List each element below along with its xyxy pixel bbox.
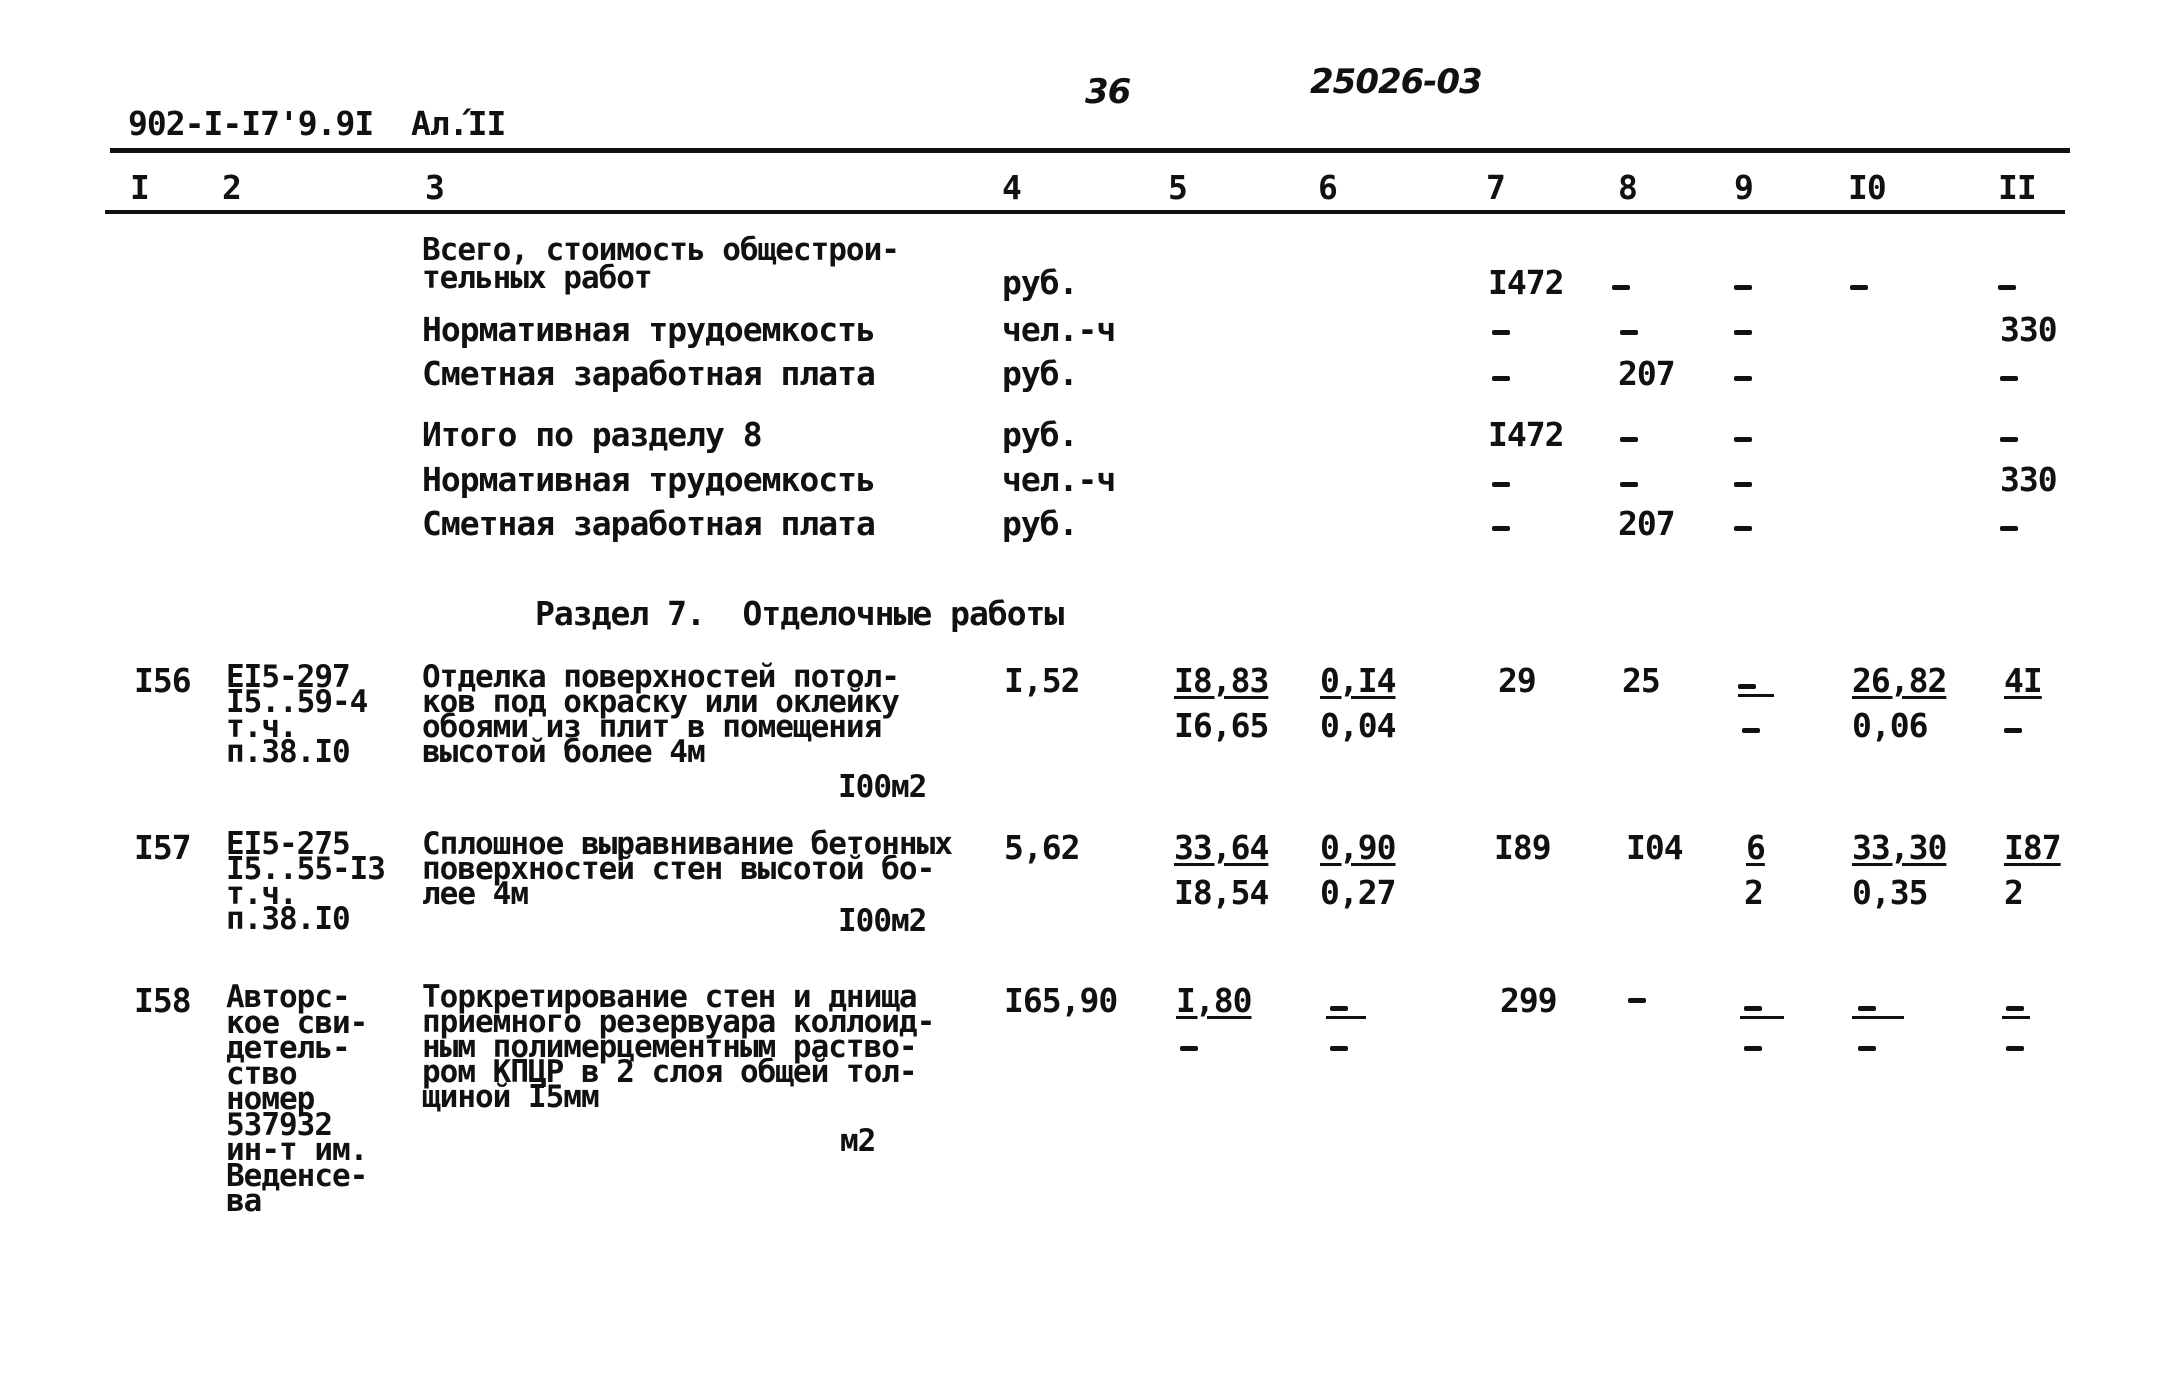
dash-mark [1492, 482, 1510, 487]
total-value: 330 [2000, 460, 2057, 499]
column-header: 6 [1318, 168, 1337, 207]
dash-mark [1180, 1046, 1198, 1051]
dash-mark [1620, 330, 1638, 335]
total-value: I472 [1488, 263, 1564, 302]
quantity: I65,90 [1004, 981, 1118, 1020]
dash-mark [1620, 437, 1638, 442]
dash-mark [1850, 285, 1868, 290]
dash-mark [2006, 1006, 2024, 1011]
section-title: Раздел 7. Отделочные работы [535, 594, 1064, 633]
unit-cost-wages: I8,54 [1174, 873, 1269, 912]
column-header: 8 [1618, 168, 1637, 207]
total-unit: руб. [1002, 354, 1078, 393]
row-number: I58 [134, 981, 191, 1020]
fraction-line [1326, 1016, 1366, 1019]
labor-machine: 0,35 [1852, 873, 1928, 912]
column-header: 2 [222, 168, 241, 207]
column-header: 4 [1002, 168, 1021, 207]
dash-mark [1628, 998, 1646, 1003]
dash-mark [1492, 330, 1510, 335]
machine-wages: 0,04 [1320, 706, 1396, 745]
dash-mark [1744, 1006, 1762, 1011]
work-description: Сплошное выравнивание бетонных поверхностей стен высотой бо- лее 4м [422, 826, 952, 912]
norm-code: ЕI5-297 I5..59-4 т.ч. п.38.I0 [226, 659, 368, 770]
total-label: Сметная заработная плата [422, 504, 875, 543]
machine-op-cost: 6 [1746, 828, 1765, 867]
header-rule-bottom [105, 210, 2065, 214]
dash-mark [1734, 437, 1752, 442]
dash-mark [1858, 1046, 1876, 1051]
quantity: 5,62 [1004, 828, 1080, 867]
labor-total: I87 [2004, 828, 2061, 867]
dash-mark [1998, 285, 2016, 290]
dash-mark [1742, 728, 1760, 733]
total-label: Итого по разделу 8 [422, 415, 762, 454]
total-unit: чел.-ч [1002, 310, 1116, 349]
total-label: Сметная заработная плата [422, 354, 875, 393]
unit-cost-total: 33,64 [1174, 828, 1269, 867]
total-value: 207 [1618, 354, 1675, 393]
labor-machine-total: 2 [2004, 873, 2023, 912]
unit-cost-total: I8,83 [1174, 661, 1269, 700]
machine-op-wages: 2 [1744, 873, 1763, 912]
dash-mark [1330, 1006, 1348, 1011]
unit-label: I00м2 [838, 769, 927, 805]
dash-mark [1620, 482, 1638, 487]
work-description: Торкретирование стен и днища приемного резервуара коллоид- ным полимерцементным раство- ром КПЦР в 2 слоя общей тол- щиной I5мм [422, 979, 935, 1115]
fraction-line [2002, 1016, 2030, 1019]
row-number: I56 [134, 661, 191, 700]
page-number: 36 [1085, 72, 1131, 112]
dash-mark [1738, 684, 1756, 689]
total-label: Нормативная трудоемкость [422, 310, 875, 349]
total-unit: чел.-ч [1002, 460, 1116, 499]
dash-mark [1734, 526, 1752, 531]
dash-mark [1330, 1046, 1348, 1051]
unit-cost-total: I,80 [1176, 981, 1252, 1020]
total-unit: руб. [1002, 263, 1078, 302]
dash-mark [1734, 285, 1752, 290]
total-cost: 299 [1500, 981, 1557, 1020]
wages: 25 [1622, 661, 1660, 700]
total-unit: руб. [1002, 504, 1078, 543]
dash-mark [1492, 376, 1510, 381]
machine-cost: 0,90 [1320, 828, 1396, 867]
column-header: I0 [1848, 168, 1886, 207]
dash-mark [1858, 1006, 1876, 1011]
archive-number: 25026-03 [1310, 62, 1482, 102]
dash-mark [2000, 437, 2018, 442]
norm-code: ЕI5-275 I5..55-I3 т.ч. п.38.I0 [226, 826, 385, 937]
wages: I04 [1626, 828, 1683, 867]
dash-mark [2004, 728, 2022, 733]
column-header: 7 [1486, 168, 1505, 207]
machine-cost: 0,I4 [1320, 661, 1396, 700]
dash-mark [1734, 482, 1752, 487]
column-header: II [1998, 168, 2036, 207]
dash-mark [1612, 285, 1630, 290]
work-description: Отделка поверхностей потол- ков под окраску или оклейку обоями из плит в помещения высотой более 4м [422, 659, 899, 770]
labor-per-unit: 26,82 [1852, 661, 1947, 700]
dash-mark [1734, 330, 1752, 335]
total-value: I472 [1488, 415, 1564, 454]
total-cost: 29 [1498, 661, 1536, 700]
fraction-line [1852, 1016, 1904, 1019]
machine-wages: 0,27 [1320, 873, 1396, 912]
norm-code: Авторс- кое сви- детель- ство номер 537932 ин-т им. Веденсе- ва [226, 979, 368, 1219]
total-value: 330 [2000, 310, 2057, 349]
header-rule-top [110, 148, 2070, 153]
total-value: 207 [1618, 504, 1675, 543]
quantity: I,52 [1004, 661, 1080, 700]
fraction-line [1740, 1016, 1784, 1019]
total-label: Нормативная трудоемкость [422, 460, 875, 499]
column-header: 5 [1168, 168, 1187, 207]
total-cost: I89 [1494, 828, 1551, 867]
labor-per-unit: 33,30 [1852, 828, 1947, 867]
total-label: Всего, стоимость общестрои- тельных работ [422, 232, 899, 296]
column-header: I [130, 168, 149, 207]
labor-total: 4I [2004, 661, 2042, 700]
labor-machine: 0,06 [1852, 706, 1928, 745]
dash-mark [2000, 376, 2018, 381]
dash-mark [2000, 526, 2018, 531]
row-number: I57 [134, 828, 191, 867]
dash-mark [2006, 1046, 2024, 1051]
dash-mark [1744, 1046, 1762, 1051]
unit-cost-wages: I6,65 [1174, 706, 1269, 745]
fraction-line [1738, 694, 1774, 697]
document-code: 902-I-I7'9.9I Ал.ΊI [128, 104, 506, 143]
column-header: 3 [425, 168, 444, 207]
column-header: 9 [1734, 168, 1753, 207]
dash-mark [1492, 526, 1510, 531]
total-unit: руб. [1002, 415, 1078, 454]
dash-mark [1734, 376, 1752, 381]
unit-label: I00м2 [838, 903, 927, 939]
unit-label: м2 [840, 1123, 876, 1159]
